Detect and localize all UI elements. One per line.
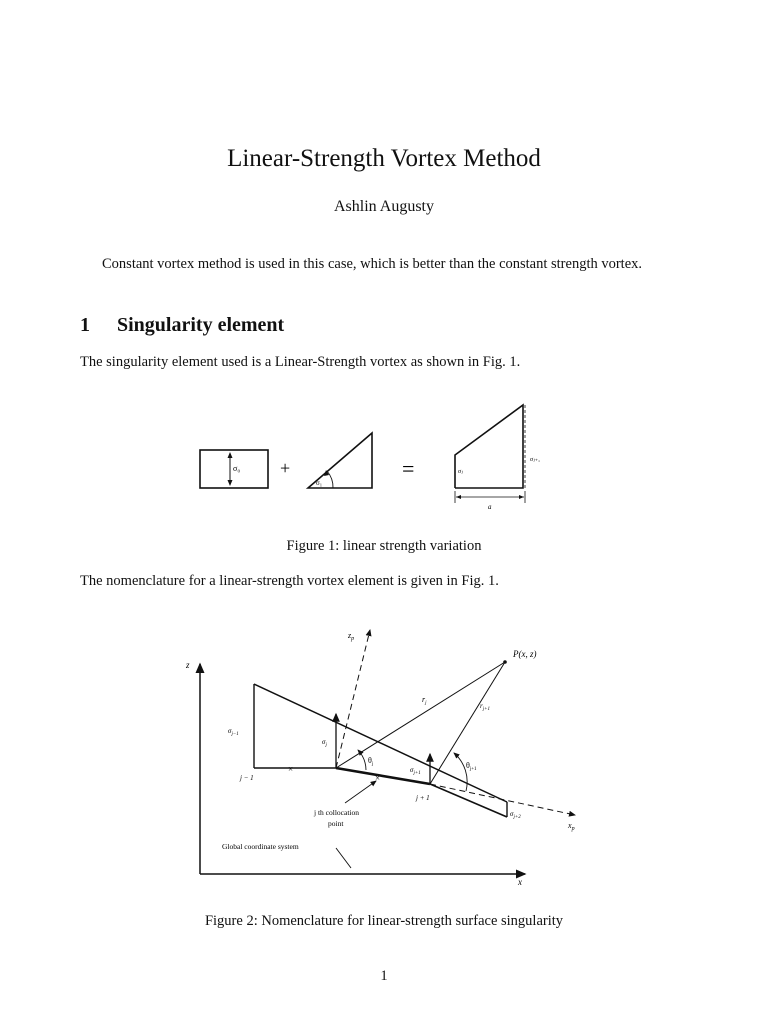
global-z-label: z: [186, 660, 190, 670]
section-heading: [80, 314, 284, 337]
collocation-label-line1: j th collocation: [314, 808, 359, 817]
paragraph-nomenclature: The nomenclature for a linear-strength vortex element is given in Fig. 1.: [80, 573, 499, 589]
section-title: Singularity element: [117, 314, 285, 336]
figure-1-caption: Figure 1: linear strength variation: [286, 538, 482, 554]
page-number: 1: [380, 968, 388, 984]
figure-1-diagram: [190, 395, 550, 520]
length-a-label: a: [488, 503, 492, 511]
plus-sign: +: [280, 458, 291, 478]
sigma-jm1-label: $\sigma_{j-1}$: [228, 727, 239, 737]
rj-label: $r_j$: [422, 695, 427, 706]
sigma-jp2-label: $\sigma_{j+2}$: [510, 810, 521, 820]
global-x-label: x: [518, 877, 522, 887]
abstract-paragraph: Constant vortex method is used in this case, which is better than the constant strength vortex.: [102, 256, 643, 272]
paragraph-singularity: The singularity element used is a Linear-Strength vortex as shown in Fig. 1.: [80, 354, 521, 370]
paper-title: Linear-Strength Vortex Method: [227, 145, 541, 172]
figure-2-caption: Figure 2: Nomenclature for linear-strength surface singularity: [204, 913, 564, 929]
author-name: Ashlin Augusty: [333, 198, 434, 215]
svg-text:×: ×: [375, 773, 381, 783]
global-coordinate-label: Global coordinate system: [222, 842, 299, 851]
sigma-j-label: $\sigma_j$: [322, 738, 327, 748]
node-jm1-label: j − 1: [240, 774, 254, 782]
point-p-label: P(x, z): [513, 649, 537, 659]
sigma0-label: σ₀: [233, 464, 241, 473]
figure-2-diagram: [170, 622, 600, 897]
theta-j-label: $\theta_j$: [368, 756, 374, 767]
local-z-label: $z_p$: [348, 631, 355, 642]
theta-jp1-label: $\theta_{j+1}$: [466, 761, 477, 772]
rj1-label: $r_{j+1}$: [480, 702, 490, 712]
local-x-label: $x_p$: [568, 821, 575, 832]
svg-text:×: ×: [288, 764, 294, 774]
collocation-label-line2: point: [328, 819, 344, 828]
linear-element-shape: [455, 405, 523, 488]
sigma1-label: σ₁: [316, 479, 323, 487]
sigmaj1-label: σⱼ₊₁: [530, 457, 541, 463]
sigmaj-label: σⱼ: [458, 469, 463, 475]
section-number: 1: [80, 314, 90, 336]
equals-sign: =: [402, 456, 415, 481]
sigma-jp1-label: $\sigma_{j+1}$: [410, 766, 421, 776]
node-jp1-label: j + 1: [416, 794, 430, 802]
